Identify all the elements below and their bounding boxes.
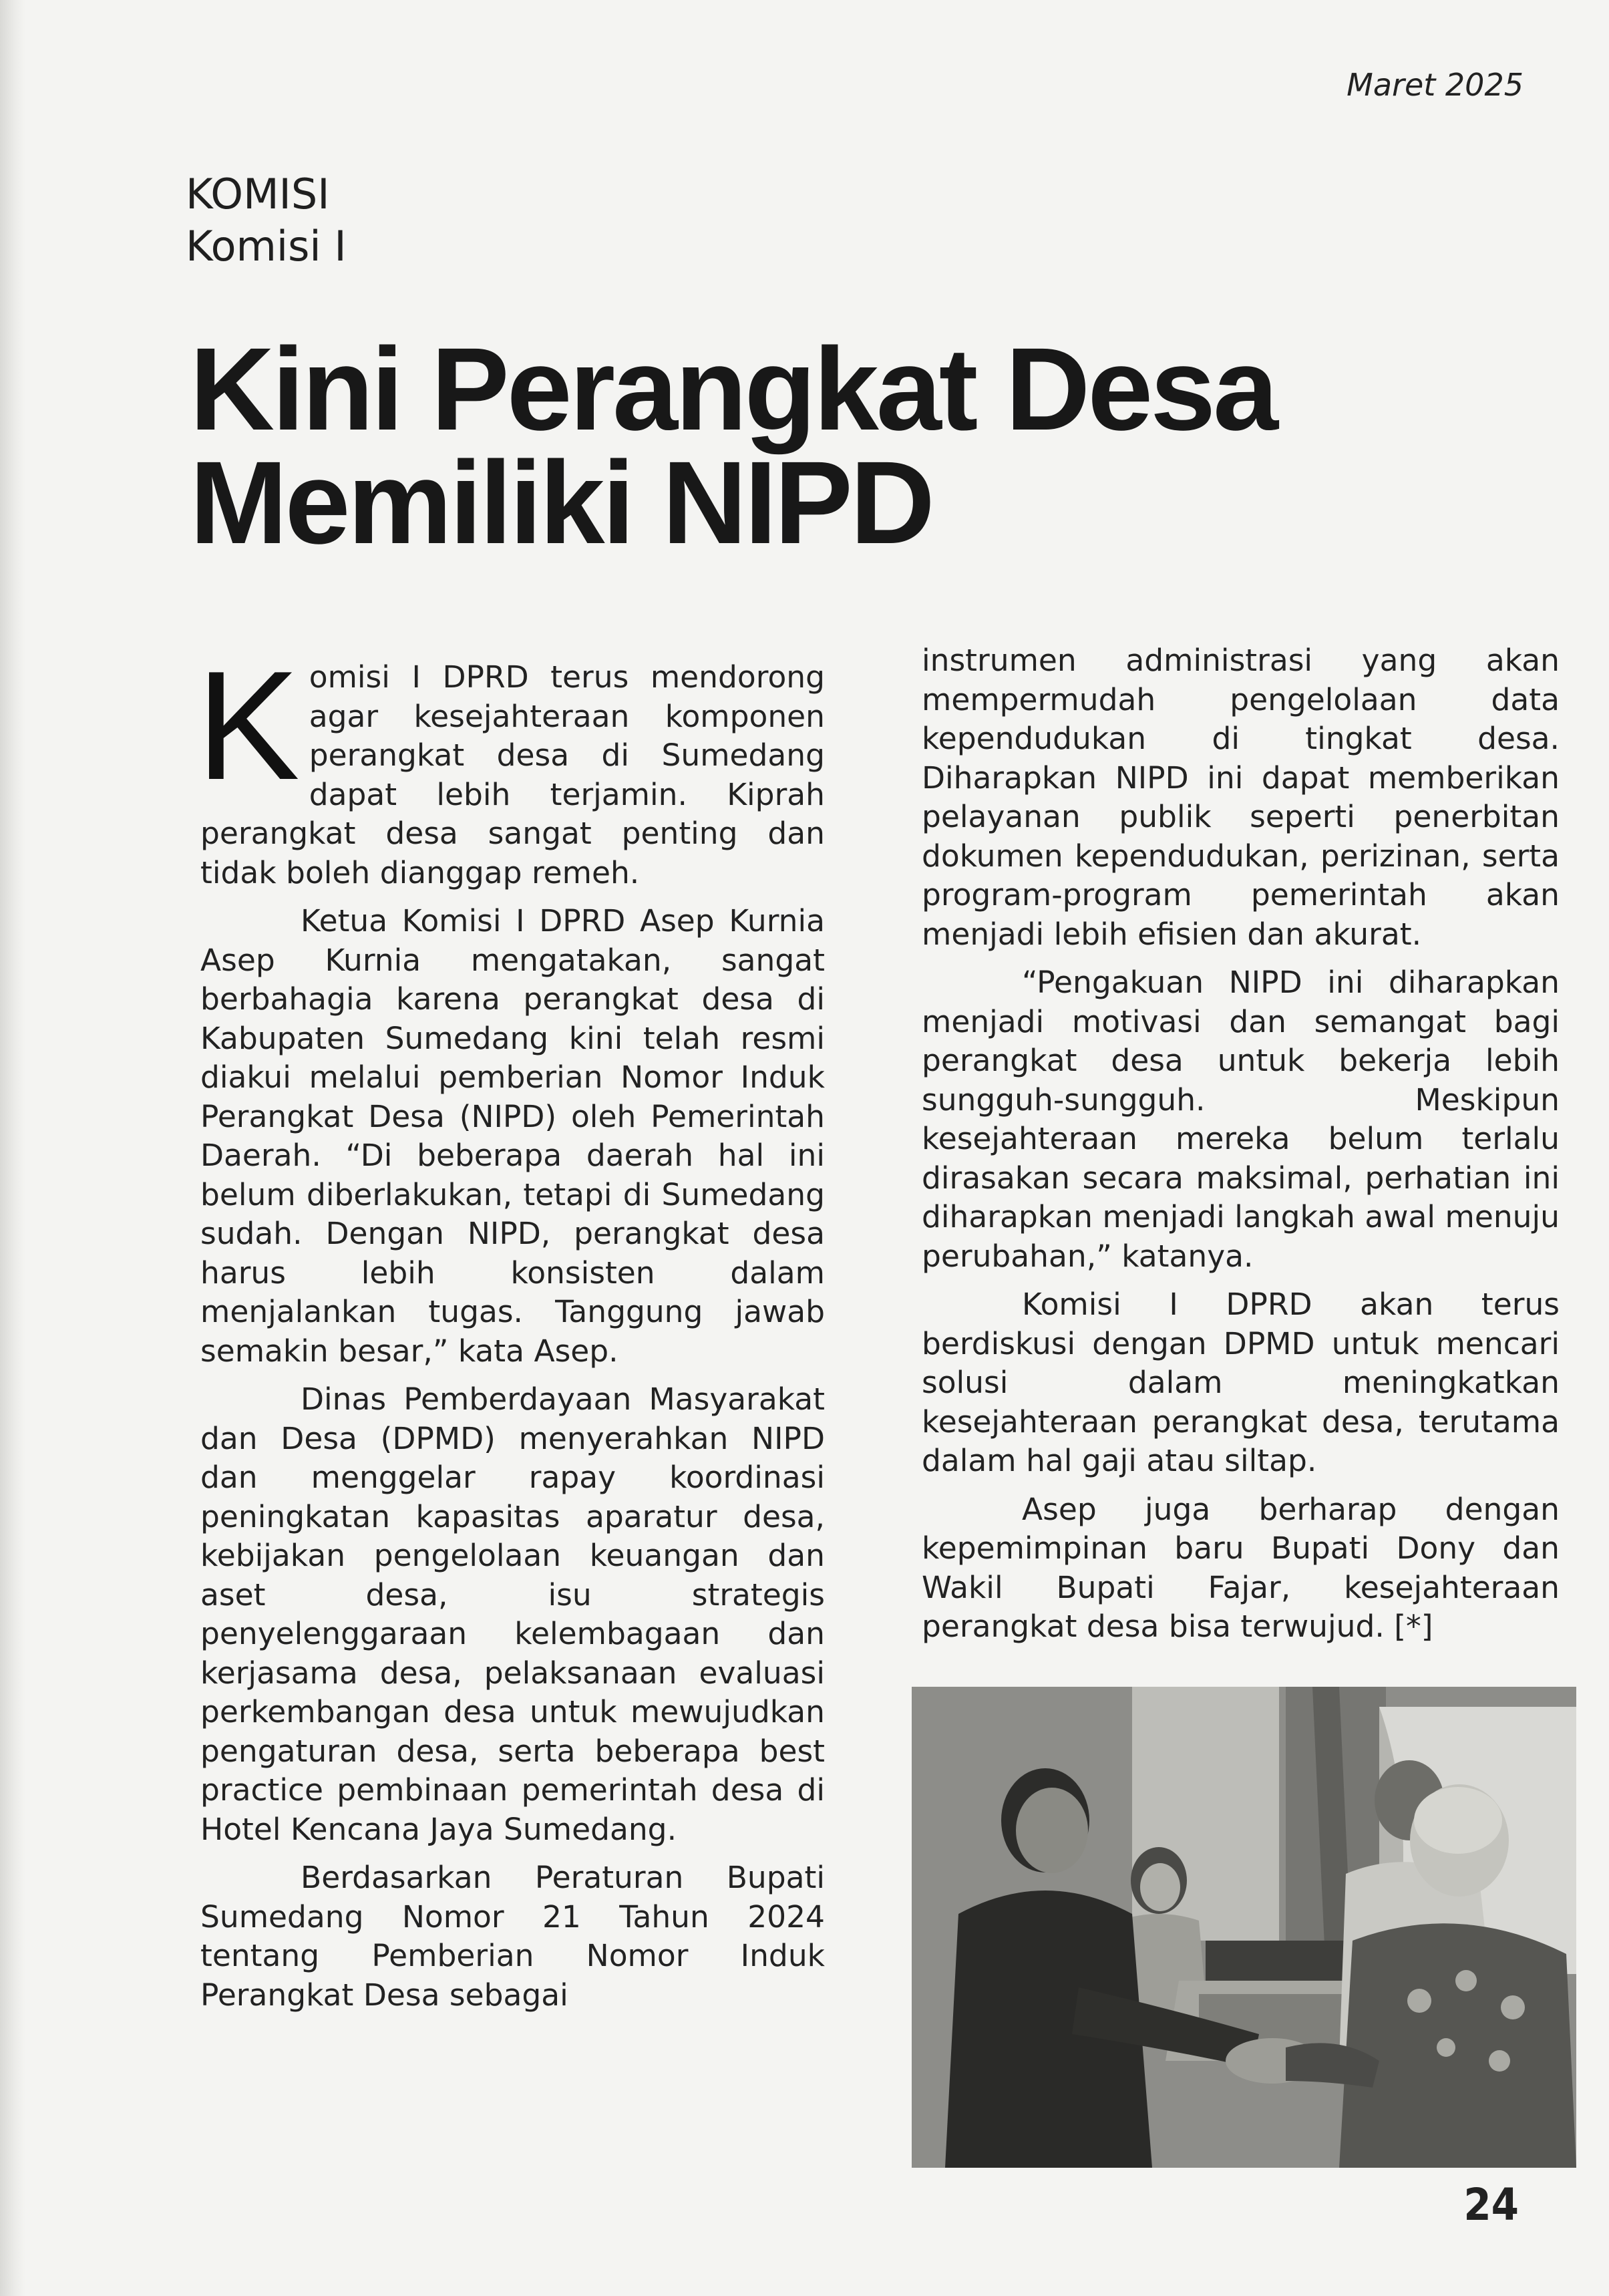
subsection-title: Komisi I	[186, 222, 347, 271]
article-right-column	[922, 641, 1560, 1647]
article-paragraph: Asep juga berharap dengan kepemimpinan baru Bupati Dony dan Wakil Bupati Fajar, kesejahteraan perangkat desa bisa terwujud. [*]	[922, 1491, 1560, 1644]
section-label	[186, 168, 347, 273]
article-paragraph	[196, 639, 825, 892]
article-paragraph: Berdasarkan Peraturan Bupati Sumedang Nomor 21 Tahun 2024 tentang Pemberian Nomor Induk Perangkat Desa sebagai	[200, 1860, 825, 2013]
article-paragraph: Dinas Pemberdayaan Masyarakat dan Desa (DPMD) menyerahkan NIPD dan menggelar rapay koordinasi peningkatan kapasitas aparatur desa, kebijakan pengelolaan keuangan dan aset desa, isu strategis penyelenggaraan kelembagaan dan kerjasama desa, pelaksanaan evaluasi perkembangan desa untuk mewujudkan pengaturan desa, serta beberapa best practice pembinaan pemerintah desa di Hotel Kencana Jaya Sumedang.	[200, 1381, 825, 1847]
article-left-column	[196, 639, 825, 2015]
article-paragraph: “Pengakuan NIPD ini diharapkan menjadi motivasi dan semangat bagi perangkat desa untuk bekerja lebih sungguh-sungguh. Meskipun kesejahteraan mereka belum terlalu dirasakan secara maksimal, perhatian ini diharapkan menjadi langkah awal menuju perubahan,” katanya.	[922, 965, 1560, 1274]
section-title: KOMISI	[186, 170, 330, 218]
page-spine	[0, 0, 25, 2296]
page-number: 24	[1463, 2179, 1519, 2231]
article-headline: Kini Perangkat Desa Memiliki NIPD	[190, 324, 1276, 568]
article-paragraph: Ketua Komisi I DPRD Asep Kurnia Asep Kurnia mengatakan, sangat berbahagia karena perangkat desa di Kabupaten Sumedang kini telah resmi diakui melalui pemberian Nomor Induk Perangkat Desa (NIPD) oleh Pemerintah Daerah. “Di beberapa daerah hal ini belum diberlakukan, tetapi di Sumedang sudah. Dengan NIPD, perangkat desa harus lebih konsisten dalam menjalankan tugas. Tanggung jawab semakin besar,” kata Asep.	[200, 903, 825, 1369]
article-paragraph: Komisi I DPRD akan terus berdiskusi dengan DPMD untuk mencari solusi dalam meningkatkan kesejahteraan perangkat desa, terutama dalam hal gaji atau siltap.	[922, 1287, 1560, 1478]
article-photo	[912, 1687, 1576, 2168]
drop-cap: K	[196, 639, 300, 812]
article-paragraph: instrumen administrasi yang akan mempermudah pengelolaan data kependudukan di tingkat desa. Diharapkan NIPD ini dapat memberikan pelayanan publik seperti penerbitan dokumen kependudukan, perizinan, serta program-program pemerintah akan menjadi lebih efisien dan akurat.	[922, 643, 1560, 952]
paragraph-text: omisi I DPRD terus mendorong agar kesejahteraan komponen perangkat desa di Sumedang dapat lebih terjamin. Kiprah perangkat desa sangat penting dan tidak boleh dianggap remeh.	[200, 659, 825, 890]
issue-date: Maret 2025	[1347, 67, 1524, 103]
